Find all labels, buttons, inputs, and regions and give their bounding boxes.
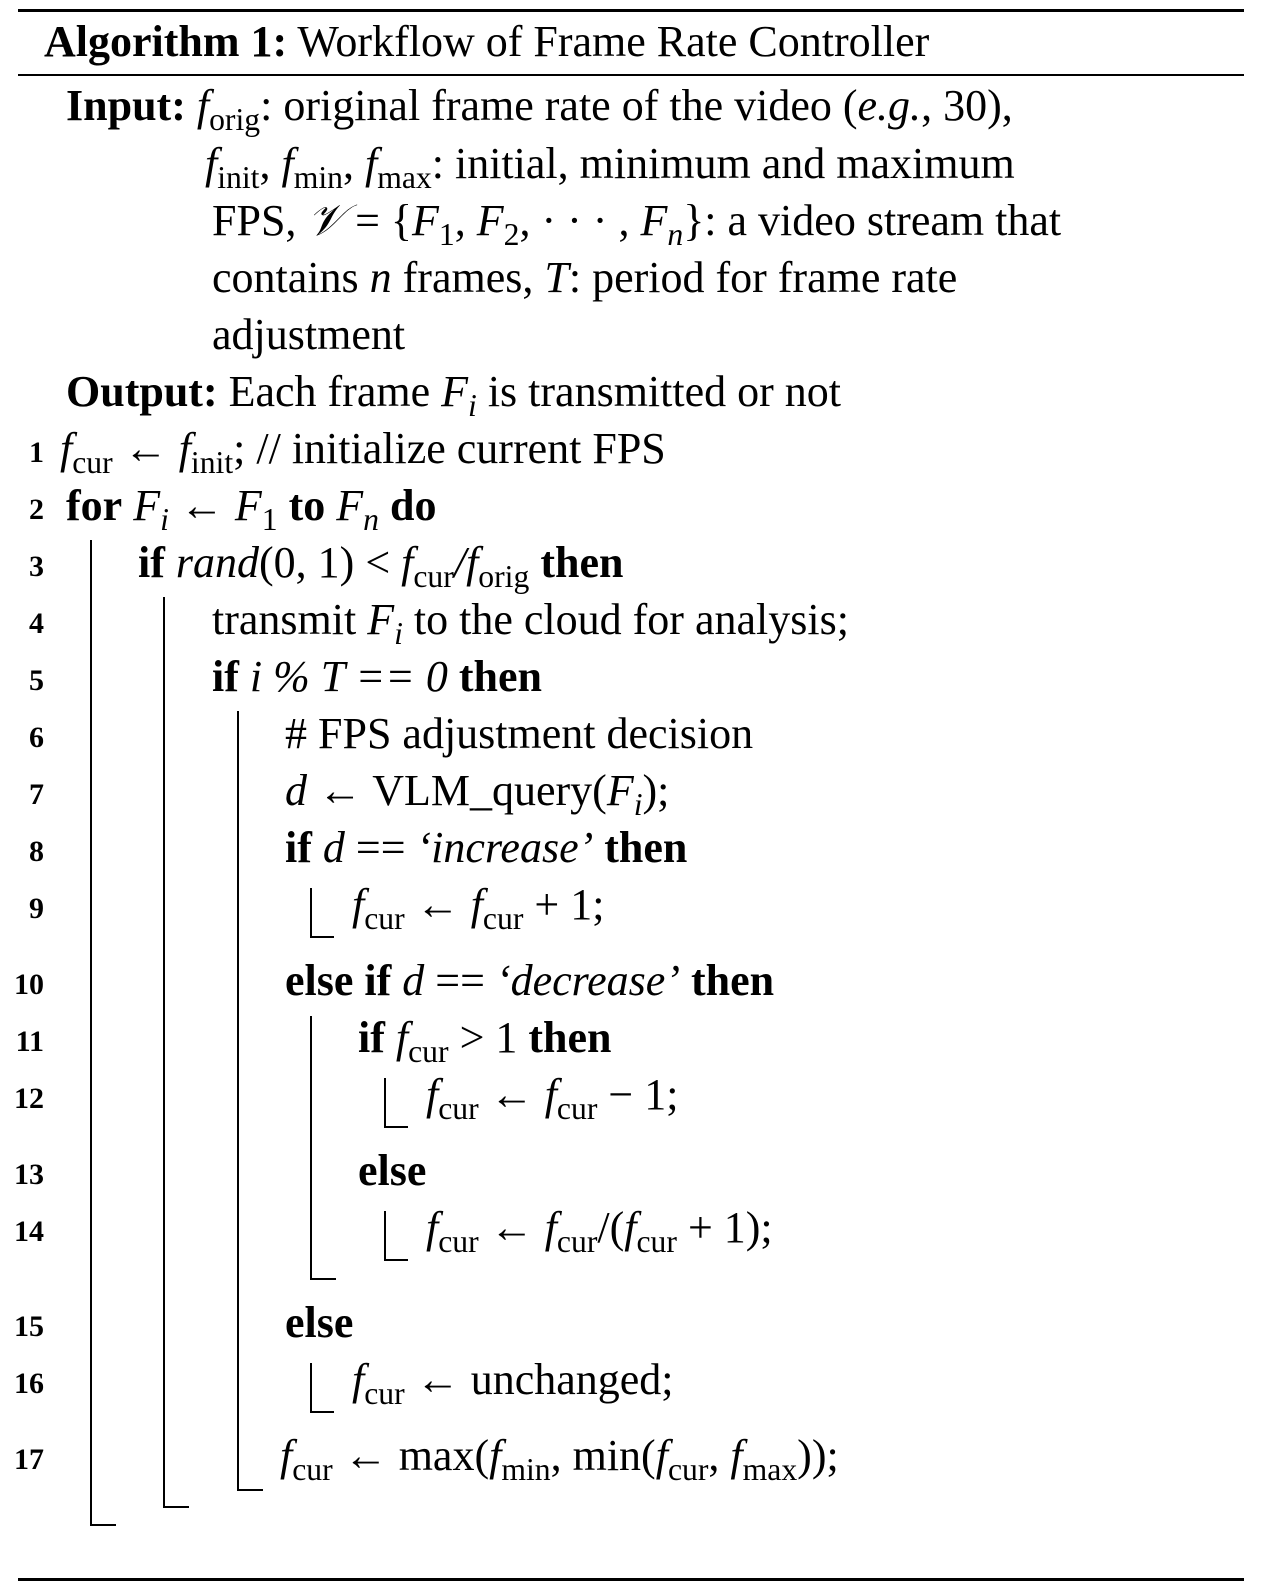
input-label: Input: (66, 81, 186, 130)
code-line-9: $f_{cur}$ ← $f_{cur} + 1$; (352, 880, 605, 937)
code-line-5: if i % T == 0 then (212, 652, 542, 701)
code-line-2: for $F_i$ ← $F_1$ to $F_n$ do (66, 481, 437, 538)
else-inner-branch-line (384, 1211, 386, 1261)
decrease-branch-line (310, 1016, 312, 1280)
if-rand-block-end (163, 1506, 189, 1508)
code-line-8: if d == ‘increase’ then (285, 823, 688, 872)
title-rule (18, 74, 1244, 76)
code-line-16: $f_{cur}$ ← unchanged; (352, 1355, 674, 1412)
if-positive-branch-end (384, 1126, 408, 1128)
code-line-10: else if d == ‘decrease’ then (285, 956, 775, 1005)
line-number: 2 (29, 493, 44, 526)
if-positive-branch-line (384, 1078, 386, 1128)
code-line-7: d ← $VLM\_query(F_i)$; (285, 766, 670, 823)
input-line-2: $f_{init}$, $f_{min}$, $f_{max}$: initial, minimum and maximum (205, 139, 1015, 196)
input-line-3: FPS, 𝒱 = {$F_1$, $F_2$, · · · , $F_n$}: a video stream that (212, 196, 1062, 253)
input-line-4: contains n frames, T: period for frame rate (212, 253, 958, 302)
increase-branch-end (310, 936, 334, 938)
line-number: 10 (14, 968, 44, 1001)
line-number: 8 (29, 835, 44, 868)
code-line-14: $f_{cur}$ ← $f_{cur}/(f_{cur} + 1)$; (426, 1203, 773, 1260)
top-rule (18, 9, 1244, 12)
output-label: Output: (66, 367, 218, 416)
output-line: Output: Each frame $F_i$ is transmitted or not (66, 367, 842, 424)
code-line-13: else (358, 1146, 427, 1195)
if-period-block-line (237, 711, 239, 1491)
line-number: 6 (29, 721, 44, 754)
for-block-line (90, 540, 92, 1526)
bottom-rule (18, 1578, 1244, 1581)
line-number: 15 (14, 1310, 44, 1343)
line-number: 16 (14, 1367, 44, 1400)
line-number: 7 (29, 778, 44, 811)
else-outer-branch-end (310, 1411, 334, 1413)
algorithm-number: Algorithm 1: (44, 17, 288, 66)
line-number: 17 (14, 1443, 44, 1476)
code-line-3: if rand(0, $1) < f_{cur}/f_{orig}$ then (138, 538, 624, 595)
if-rand-block-line (163, 597, 165, 1508)
line-number: 3 (29, 550, 44, 583)
code-line-11: if $f_{cur} > 1$ then (358, 1013, 612, 1070)
for-block-end (90, 1524, 116, 1526)
line-number: 1 (29, 436, 44, 469)
code-line-1: $f_{cur}$ ← $f_{init}$; // initialize current FPS (60, 424, 666, 481)
line-number: 9 (29, 892, 44, 925)
input-line-5: adjustment (212, 310, 406, 359)
input-line-1: Input: $f_{orig}$: original frame rate of the video (e.g., 30), (66, 81, 1013, 138)
code-line-4: transmit $F_i$ to the cloud for analysis; (212, 595, 849, 652)
if-period-block-end (237, 1489, 263, 1491)
increase-branch-line (310, 888, 312, 938)
line-number: 5 (29, 664, 44, 697)
line-number: 13 (14, 1158, 44, 1191)
line-number: 4 (29, 607, 44, 640)
code-line-12: $f_{cur}$ ← $f_{cur} - 1$; (426, 1070, 679, 1127)
else-inner-branch-end (384, 1259, 408, 1261)
code-line-17: $f_{cur}$ ← $\max(f_{min}$, $\min(f_{cur}$, $f_{max}$)); (280, 1431, 839, 1488)
code-line-6: # FPS adjustment decision (285, 709, 754, 758)
else-outer-branch-line (310, 1363, 312, 1413)
algorithm-caption: Workflow of Frame Rate Controller (297, 17, 930, 66)
decrease-branch-end (310, 1278, 336, 1280)
code-line-15: else (285, 1298, 354, 1347)
line-number: 11 (15, 1025, 44, 1058)
algorithm-title (44, 14, 929, 70)
line-number: 14 (14, 1215, 44, 1248)
line-number: 12 (14, 1082, 44, 1115)
